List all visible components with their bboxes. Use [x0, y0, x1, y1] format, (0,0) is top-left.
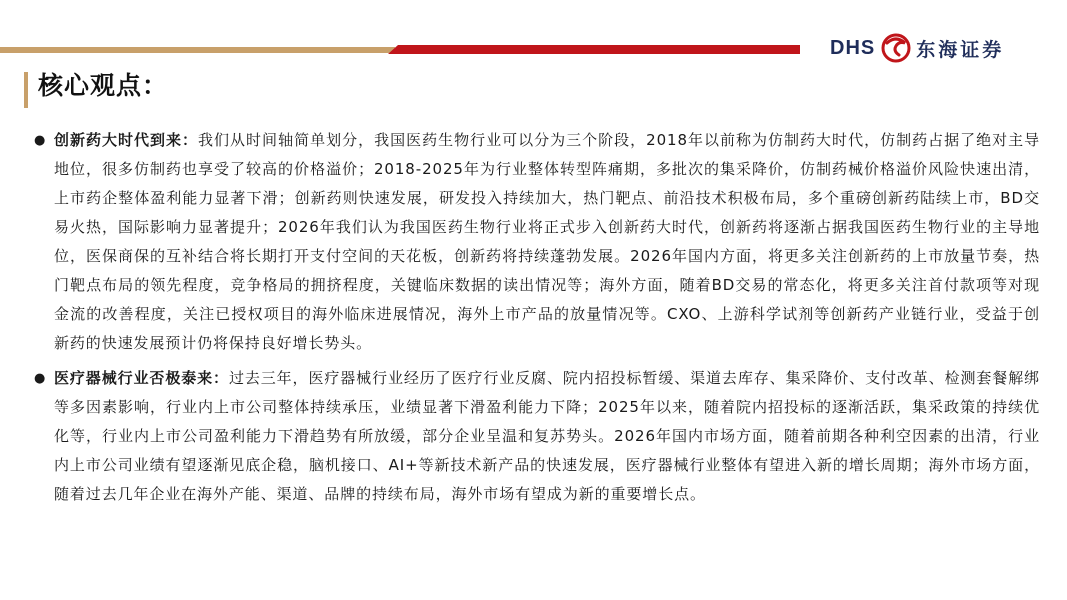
key-points-list [30, 126, 1040, 515]
key-point-heading: 创新药大时代到来： [54, 131, 199, 149]
key-point-item [30, 364, 1040, 509]
page-title: 核心观点： [38, 71, 169, 100]
logo-text-en: DHS [830, 36, 876, 59]
bullet-icon: ● [34, 133, 47, 148]
logo-text-cn: 东海证券 [916, 38, 1005, 61]
company-logo [830, 32, 1004, 64]
key-point-text: 过去三年，医疗器械行业经历了医疗行业反腐、院内招投标暂缓、渠道去库存、集采降价、支付改革、检测套餐解绑等多因素影响，行业内上市公司整体持续承压，业绩显著下滑盈利能力下降；2025年以来，随着院内招投标的逐渐活跃，集采政策的持续优化等，行业内上市公司盈利能力下滑趋势有所放缓，部分企业呈温和复苏势头。2026年国内市场方面，随着前期各种利空因素的出清，行业内上市公司业绩有望逐渐见底企稳，脑机接口、AI+等新技术新产品的快速发展，医疗器械行业整体有望进入新的增长周期；海外市场方面，随着过去几年企业在海外产能、渠道、品牌的持续布局，海外市场有望成为新的重要增长点。 [54, 369, 1040, 503]
key-point-heading: 医疗器械行业否极泰来： [54, 369, 229, 387]
key-point-item [30, 126, 1040, 358]
bullet-icon: ● [34, 371, 47, 386]
key-point-text: 我们从时间轴简单划分，我国医药生物行业可以分为三个阶段，2018年以前称为仿制药大时代，仿制药占据了绝对主导地位，很多仿制药也享受了较高的价格溢价；2018-2025年为行业整体转型阵痛期，多批次的集采降价，仿制药械价格溢价风险快速出清，上市药企整体盈利能力显著下滑；创新药则快速发展，研发投入持续加大，热门靶点、前沿技术积极布局，多个重磅创新药陆续上市，BD交易火热，国际影响力显著提升；2026年我们认为我国医药生物行业将正式步入创新药大时代，创新药将逐渐占据我国医药生物行业的主导地位，医保商保的互补结合将长期打开支付空间的天花板，创新药将持续蓬勃发展。2026年国内方面，将更多关注创新药的上市放量节奏，热门靶点布局的领先程度，竞争格局的拥挤程度，关键临床数据的读出情况等；海外方面，随着BD交易的常态化，将更多关注首付款项等对现金流的改善程度，关注已授权项目的海外临床进展情况，海外上市产品的放量情况等。CXO、上游科学试剂等创新药产业链行业，受益于创新药的快速发展预计仍将保持良好增长势头。 [54, 131, 1041, 352]
title-accent-bar [24, 72, 28, 108]
header-band-tan [0, 47, 395, 53]
header-band-red [388, 45, 800, 54]
dragon-emblem-icon [879, 31, 913, 65]
